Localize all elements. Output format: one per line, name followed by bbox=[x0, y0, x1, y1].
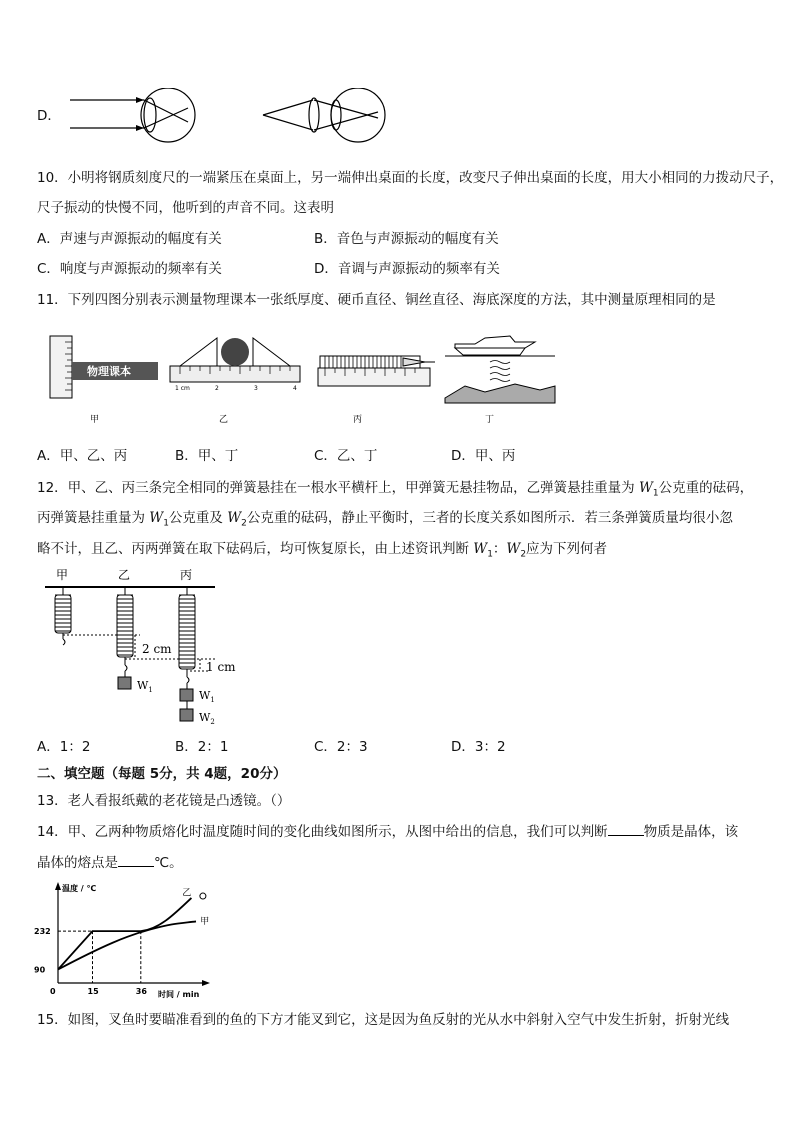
melting-chart bbox=[30, 878, 230, 1003]
q12-option-d: D．3：2 bbox=[451, 739, 506, 755]
x-axis-label: 时间 / min bbox=[158, 990, 200, 999]
ruler-mark-4: 4 bbox=[293, 385, 297, 392]
q12-stem-line3: 略不计，且乙、丙两弹簧在取下砝码后，均可恢复原长，由上述资讯判断 $W_1$：$W_2$应为下列何者 bbox=[37, 541, 608, 560]
q10-option-b: B．音色与声源振动的幅度有关 bbox=[314, 231, 499, 247]
fig-label-ding: 丁 bbox=[485, 415, 495, 425]
q12-stem-line2: 丙弹簧悬挂重量为 $W_1$公克重及 $W_2$公克重的砝码，静止平衡时，三者的长度关系如图所示．若三条弹簧质量均很小忽 bbox=[37, 510, 733, 529]
w2-label-bing: $W_2$ bbox=[199, 711, 215, 726]
q12-option-a: A．1：2 bbox=[37, 739, 91, 755]
fig-label-yi: 乙 bbox=[219, 415, 229, 425]
spring-diagram bbox=[40, 565, 270, 730]
q9-option-d-label: D． bbox=[37, 108, 61, 124]
ruler-mark-3: 3 bbox=[254, 385, 258, 392]
q11-option-a: A．甲、乙、丙 bbox=[37, 448, 128, 464]
series-label-yi: 乙 bbox=[182, 888, 192, 899]
x-tick-label: 15 bbox=[87, 987, 99, 996]
section-title: 二、填空题（每题 5分，共 4题，20分） bbox=[37, 766, 287, 782]
ruler-mark-2: 2 bbox=[215, 385, 219, 392]
figure-bing bbox=[318, 356, 435, 425]
w1-label-bing: $W_1$ bbox=[199, 689, 215, 704]
q11-stem: 11．下列四图分别表示测量物理课本一张纸厚度、硬币直径、铜丝直径、海底深度的方法，其中测量原理相同的是 bbox=[37, 292, 716, 308]
spring-yi bbox=[117, 587, 133, 689]
q10-stem-line2: 尺子振动的快慢不同，他听到的声音不同。这表明 bbox=[37, 200, 334, 216]
eye-diagrams bbox=[68, 88, 398, 148]
q12-option-b: B．2：1 bbox=[175, 739, 229, 755]
fig-label-bing: 丙 bbox=[353, 415, 363, 425]
y-axis-label: 温度 / ℃ bbox=[62, 884, 97, 893]
q11-option-c: C．乙、丁 bbox=[314, 448, 378, 464]
measurement-figures bbox=[45, 328, 565, 428]
q13-stem: 13．老人看报纸戴的老花镜是凸透镜。（） bbox=[37, 793, 291, 809]
x-tick-label: 0 bbox=[50, 987, 56, 996]
q15-stem-line1: 15．如图，叉鱼时要瞄准看到的鱼的下方才能叉到它，这是因为鱼反射的光从水中斜射入空气中发生折射，折射光线 bbox=[37, 1012, 730, 1028]
q10-option-d: D．音调与声源振动的频率有关 bbox=[314, 261, 500, 277]
spring-jia bbox=[55, 587, 71, 645]
q14-stem-line1: 14．甲、乙两种物质熔化时温度随时间的变化曲线如图所示，从图中给出的信息，我们可以判断 物质是晶体，该 bbox=[37, 821, 738, 842]
book-label: 物理课本 bbox=[87, 365, 131, 378]
q12-option-c: C．2：3 bbox=[314, 739, 368, 755]
corrected-eye-diagram bbox=[263, 88, 385, 142]
myopia-eye-diagram bbox=[70, 88, 195, 142]
dim-1cm: 1 cm bbox=[206, 660, 236, 674]
q14-stem-line2: 晶体的熔点是 ℃。 bbox=[37, 852, 183, 873]
spring-bing bbox=[179, 587, 195, 721]
blank-2 bbox=[118, 852, 154, 867]
figure-yi bbox=[170, 338, 300, 425]
series-label-jia: 甲 bbox=[200, 916, 210, 927]
w1-label-yi: $W_1$ bbox=[137, 679, 153, 694]
q10-option-a: A．声速与声源振动的幅度有关 bbox=[37, 231, 222, 247]
spring-label-jia: 甲 bbox=[56, 568, 69, 582]
dim-2cm: 2 cm bbox=[142, 642, 172, 656]
ruler-mark-1cm: 1 cm bbox=[175, 385, 190, 392]
series-end-marker bbox=[200, 893, 206, 899]
figure-jia bbox=[50, 336, 158, 425]
y-tick-label: 232 bbox=[34, 927, 51, 937]
q11-option-d: D．甲、丙 bbox=[451, 448, 516, 464]
q10-option-c: C．响度与声源振动的频率有关 bbox=[37, 261, 222, 277]
figure-ding bbox=[445, 336, 555, 425]
q12-stem-line1: 12．甲、乙、丙三条完全相同的弹簧悬挂在一根水平横杆上，甲弹簧无悬挂物品，乙弹簧悬挂重量为 $W_1$公克重的砝码， bbox=[37, 480, 754, 499]
spring-label-yi: 乙 bbox=[118, 568, 131, 582]
spring-label-bing: 丙 bbox=[180, 568, 193, 582]
q11-option-b: B．甲、丁 bbox=[175, 448, 239, 464]
blank-1 bbox=[608, 821, 644, 836]
x-tick-label: 36 bbox=[135, 987, 147, 996]
q10-stem-line1: 10．小明将钢质刻度尺的一端紧压在桌面上，另一端伸出桌面的长度，改变尺子伸出桌面的长度，用大小相同的力拨动尺子， bbox=[37, 170, 784, 186]
fig-label-jia: 甲 bbox=[90, 415, 100, 425]
y-tick-label: 90 bbox=[34, 965, 46, 975]
